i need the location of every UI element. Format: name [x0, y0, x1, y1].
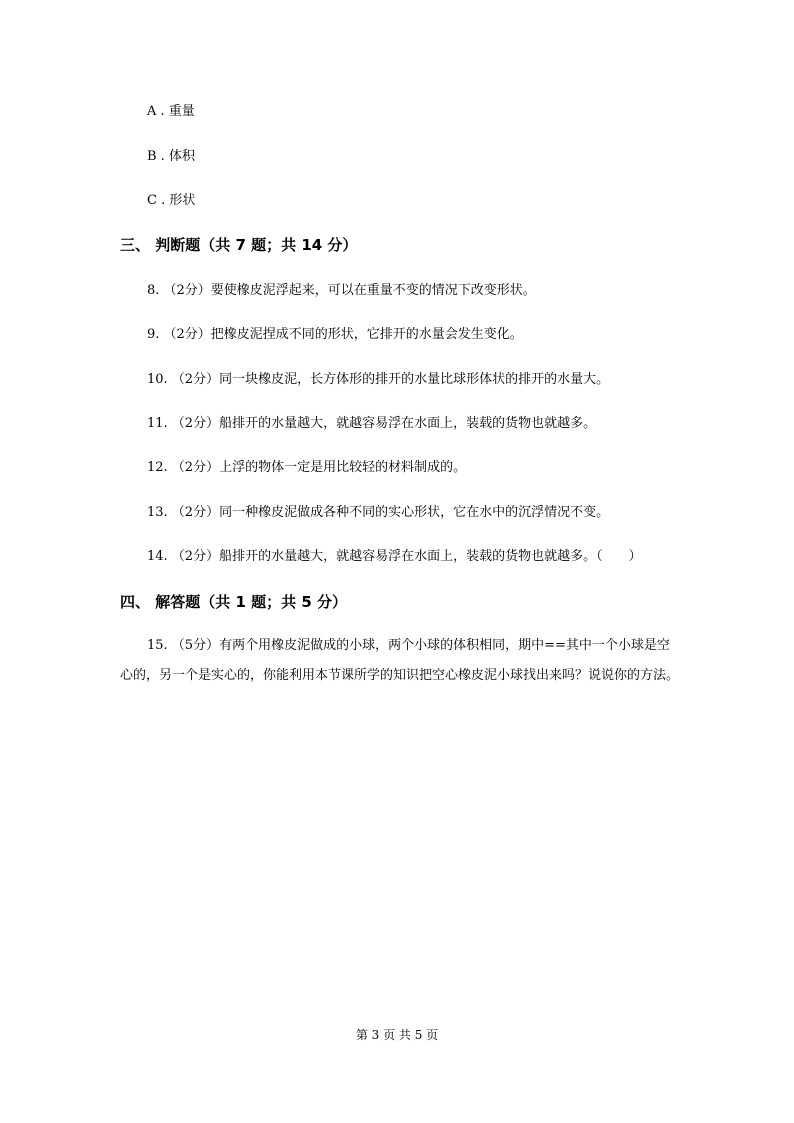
section-four-heading: 四、 解答题（共 1 题；共 5 分）: [120, 593, 347, 611]
question-11: 11. （2分）船排开的水量越大，就越容易浮在水面上，装载的货物也就越多。: [147, 416, 597, 431]
question-10: 10. （2分）同一块橡皮泥，长方体形的排开的水量比球形体状的排开的水量大。: [147, 372, 610, 387]
question-13: 13. （2分）同一种橡皮泥做成各种不同的实心形状，它在水中的沉浮情况不变。: [147, 505, 610, 520]
question-12: 12. （2分）上浮的物体一定是用比较轻的材料制成的。: [147, 460, 467, 475]
question-15: 15. （5分）有两个用橡皮泥做成的小球，两个小球的体积相同，期中==其中一个小球是空心的，另一个是实心的，你能利用本节课所学的知识把空心橡皮泥小球找出来吗？说说你的方法。: [120, 638, 680, 683]
question-8: 8. （2分）要使橡皮泥浮起来，可以在重量不变的情况下改变形状。: [147, 283, 536, 298]
question-14: 14. （2分）船排开的水量越大，就越容易浮在水面上，装载的货物也就越多。（ ）: [147, 549, 642, 564]
section-three-heading: 三、 判断题（共 7 题；共 14 分）: [120, 236, 358, 254]
question-9: 9. （2分）把橡皮泥捏成不同的形状，它排开的水量会发生变化。: [147, 327, 523, 342]
page-footer: 第 3 页 共 5 页: [355, 1028, 439, 1042]
option-c: C . 形状: [147, 193, 196, 208]
option-a: A . 重量: [147, 104, 195, 119]
option-b: B . 体积: [147, 149, 195, 164]
